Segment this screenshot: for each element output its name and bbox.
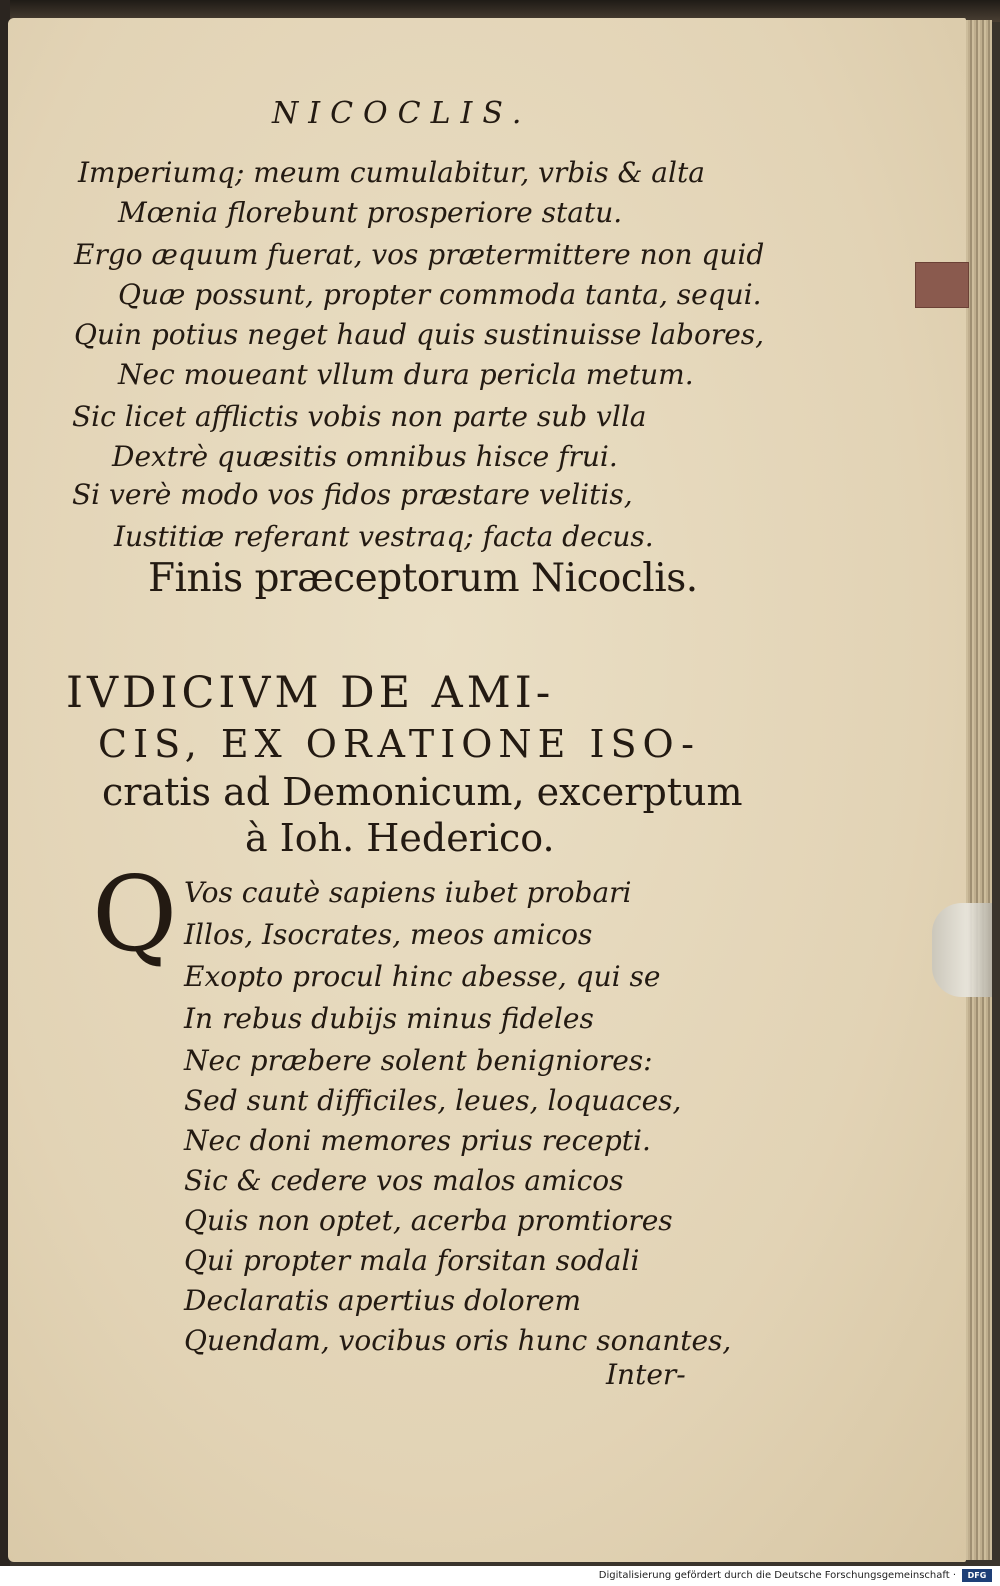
section-title-line: cratis ad Demonicum, excerptum <box>102 770 743 814</box>
verse-line: Iustitiæ referant vestraq; facta decus. <box>114 520 654 553</box>
verse-line: Dextrè quæsitis omnibus hisce frui. <box>112 440 618 473</box>
drop-cap: Q <box>92 853 178 975</box>
section-title-line: CIS, EX ORATIONE ISO- <box>98 722 700 766</box>
poem-line: Sic & cedere vos malos amicos <box>184 1164 624 1197</box>
verse-line: Sic licet afflictis vobis non parte sub vlla <box>72 400 647 433</box>
verse-line: Imperiumq; meum cumulabitur, vrbis & alta <box>78 156 705 189</box>
poem-line: Illos, Isocrates, meos amicos <box>184 918 593 951</box>
poem-line: Nec doni memores prius recepti. <box>184 1124 651 1157</box>
footer-bar <box>0 1566 1000 1586</box>
verse-line: Nec moueant vllum dura pericla metum. <box>118 358 694 391</box>
poem-line: Quendam, vocibus oris hunc sonantes, <box>184 1324 732 1357</box>
poem-line: Quis non optet, acerba promtiores <box>184 1204 673 1237</box>
poem-line: In rebus dubijs minus fideles <box>184 1002 594 1035</box>
red-tab-marker <box>915 262 969 308</box>
verse-line: Mœnia florebunt prosperiore statu. <box>118 196 623 229</box>
poem-line: Qui propter mala forsitan sodali <box>184 1244 640 1277</box>
poem-line: Exopto procul hinc abesse, qui se <box>184 960 661 993</box>
verse-line: Ergo æquum fuerat, vos prætermittere non quid <box>74 238 765 271</box>
verse-line: Quin potius neget haud quis sustinuisse labores, <box>74 318 765 351</box>
catchword: Inter- <box>606 1358 686 1391</box>
section-title-line: IVDICIVM DE AMI- <box>66 668 555 718</box>
verse-line: Si verè modo vos fidos præstare velitis, <box>72 478 633 511</box>
dfg-logo: DFG <box>962 1569 992 1582</box>
poem-line: Nec præbere solent benigniores: <box>184 1044 653 1077</box>
running-head: NICOCLIS. <box>272 96 532 131</box>
verse-line: Quæ possunt, propter commoda tanta, sequi. <box>118 278 762 311</box>
poem-line: Vos cautè sapiens iubet probari <box>184 876 632 909</box>
finis-line: Finis præceptorum Nicoclis. <box>148 556 698 601</box>
poem-line: Declaratis apertius dolorem <box>184 1284 582 1317</box>
page-clip <box>932 903 992 997</box>
poem-line: Sed sunt difficiles, leues, loquaces, <box>184 1084 682 1117</box>
section-title-line: à Ioh. Hederico. <box>245 816 555 860</box>
funding-credit: Digitalisierung gefördert durch die Deutsche Forschungsgemeinschaft · <box>598 1570 956 1581</box>
